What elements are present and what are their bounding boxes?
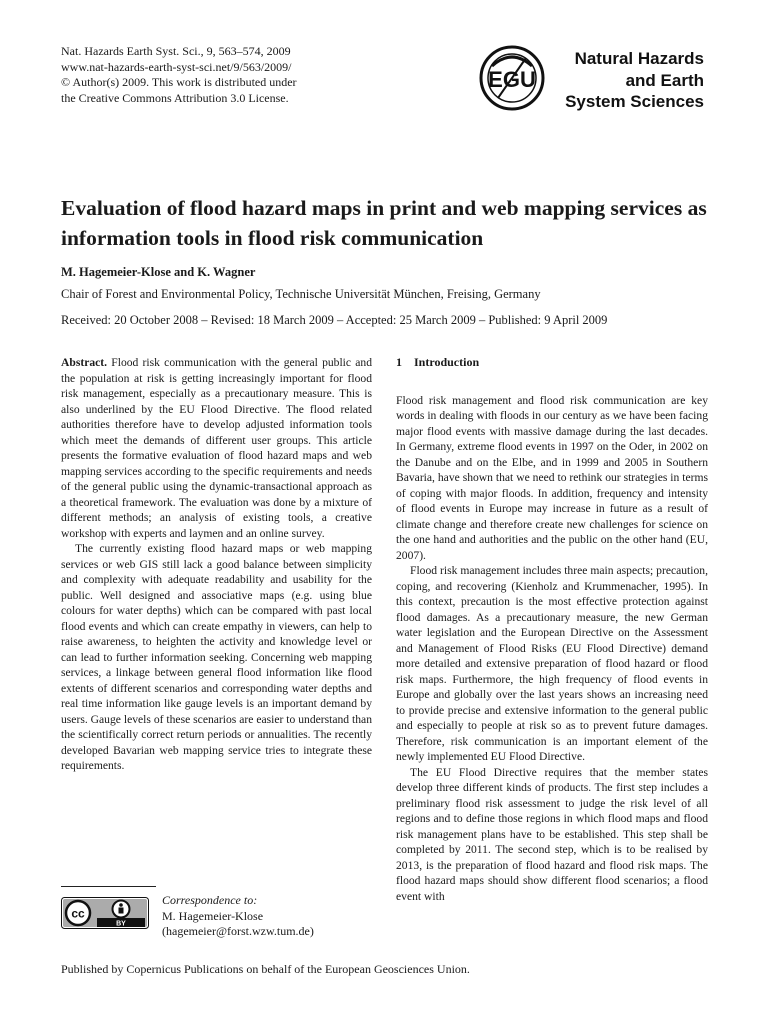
journal-name-line: Natural Hazards bbox=[574, 49, 704, 68]
footnote-divider bbox=[61, 886, 156, 887]
publication-dates: Received: 20 October 2008 – Revised: 18 March 2009 – Accepted: 25 March 2009 – Published: 9 April 2009 bbox=[61, 313, 608, 327]
logo-mark: EGU bbox=[488, 67, 536, 92]
correspondence-block bbox=[162, 893, 314, 940]
journal-name bbox=[565, 48, 704, 113]
license-line: the Creative Commons Attribution 3.0 License. bbox=[61, 90, 289, 105]
abstract-section bbox=[61, 355, 372, 774]
abstract-text: Flood risk communication with the general public and the population at risk is getting increasingly important for flood risk management, especially as a precautionary measure. This is also underlined by the EU Flood Directive. The flood related authorities therefore have to develop adjusted information tools which meet the demands of different user groups. This article presents the formative evaluation of flood hazard maps and web mapping services according to the specific requirements and needs of the general public using the dynamic-transactional approach as a theoretical framework. The evaluation was done by a mixture of different methods; an analysis of existing tools, a creative workshop with experts and laymen and an online survey. bbox=[61, 356, 373, 540]
article-title: Evaluation of flood hazard maps in print and web mapping services as information tools in flood risk communication bbox=[61, 196, 707, 250]
journal-citation bbox=[61, 44, 297, 106]
intro-paragraph-2: Flood risk management includes three main aspects; precaution, coping, and recovering (Kienholz and Krummenacher, 1995). In this context, precaution is the most effective protection against flood damages. As a precautionary measure, the new German water legislation and the European Directive on the Assessment and Management of Flood Risks (EU Flood Directive) demand more detailed and extensive preparation of flood hazard or flood risk maps. Furthermore, the high frequency of flood events in Europe and globally over the last years shows an increasing need to provide precise and extensive information to the general public and especially to people at risk so as to prevent future damages. Therefore, risk communication is an important element of the newly implemented EU Flood Directive. bbox=[396, 564, 708, 763]
correspondence-label: Correspondence to: bbox=[162, 893, 258, 907]
section-title: Introduction bbox=[414, 355, 480, 369]
journal-logo bbox=[478, 38, 710, 118]
creative-commons-license-icon[interactable] bbox=[61, 897, 149, 929]
by-mark: BY bbox=[116, 920, 126, 928]
cc-mark: cc bbox=[71, 906, 85, 921]
citation-line: Nat. Hazards Earth Syst. Sci., 9, 563–574, 2009 bbox=[61, 44, 291, 58]
correspondence-name: M. Hagemeier-Klose bbox=[162, 908, 264, 923]
abstract-label: Abstract. bbox=[61, 356, 108, 369]
section-heading bbox=[396, 355, 708, 371]
author-affiliation: Chair of Forest and Environmental Policy, Technische Universität München, Freising, Germany bbox=[61, 287, 541, 301]
correspondence-email[interactable]: (hagemeier@forst.wzw.tum.de) bbox=[162, 924, 314, 938]
article-authors: M. Hagemeier-Klose and K. Wagner bbox=[61, 265, 256, 279]
journal-name-line: System Sciences bbox=[565, 92, 704, 111]
intro-paragraph-1: Flood risk management and flood risk communication are key words in dealing with floods in our century as we have been facing major flood events with massive damage during the last decades. In Germany, extreme flood events in 1997 on the Oder, in 2002 on the Danube and on the Elbe, and in 1999 and 2005 in Southern Bavaria, have shown that we need to rethink our strategies in terms of coping with major floods. In addition, frequency and intensity of flood events in Europe may increase in future as a result of climate change and therefore create new challenges for science on the one hand and authorities and the public on the other hand (EU, 2007). bbox=[396, 393, 708, 562]
abstract-paragraph bbox=[61, 355, 372, 541]
publisher-footer: Published by Copernicus Publications on behalf of the European Geosciences Union. bbox=[61, 962, 470, 976]
journal-name-line: and Earth bbox=[625, 70, 704, 90]
egu-logo-icon bbox=[478, 44, 546, 112]
intro-paragraph-3: The EU Flood Directive requires that the member states develop three different kinds of products. The first step includes a preliminary flood risk assessment to judge the risk level of all regions and to define those regions in which flood maps and flood risk management plans have to be established. This step shall be completed by 2011. The second step, which is to be realised by 2013, is the preparation of flood hazard and flood risk maps. The flood hazard maps should show different flood scenarios; a flood event with bbox=[396, 765, 708, 903]
introduction-section bbox=[396, 355, 708, 904]
copyright-line: © Author(s) 2009. This work is distributed under bbox=[61, 75, 297, 89]
journal-url[interactable]: www.nat-hazards-earth-syst-sci.net/9/563/2009/ bbox=[61, 59, 292, 74]
abstract-paragraph-2: The currently existing flood hazard maps or web mapping services or web GIS still lack a good balance between simplicity and complexity with adequate readability and usability for the public. Well designed and associative maps (e.g. using blue colours for water depths) which can be compared with past local flood events and which can create empathy in viewers, can help to raise awareness, to heighten the activity and knowledge level or can lead to further information seeking. Concerning web mapping services, a linkage between general flood information like flood extents of different scenarios and corresponding water depths and real time information like gauge levels is an important demand by users. Gauge levels of these scenarios are easier to understand than the scientifically correct return periods or annualities. The recently developed Bavarian web mapping service tries to integrate these requirements. bbox=[61, 542, 372, 772]
section-number: 1 bbox=[396, 355, 402, 369]
